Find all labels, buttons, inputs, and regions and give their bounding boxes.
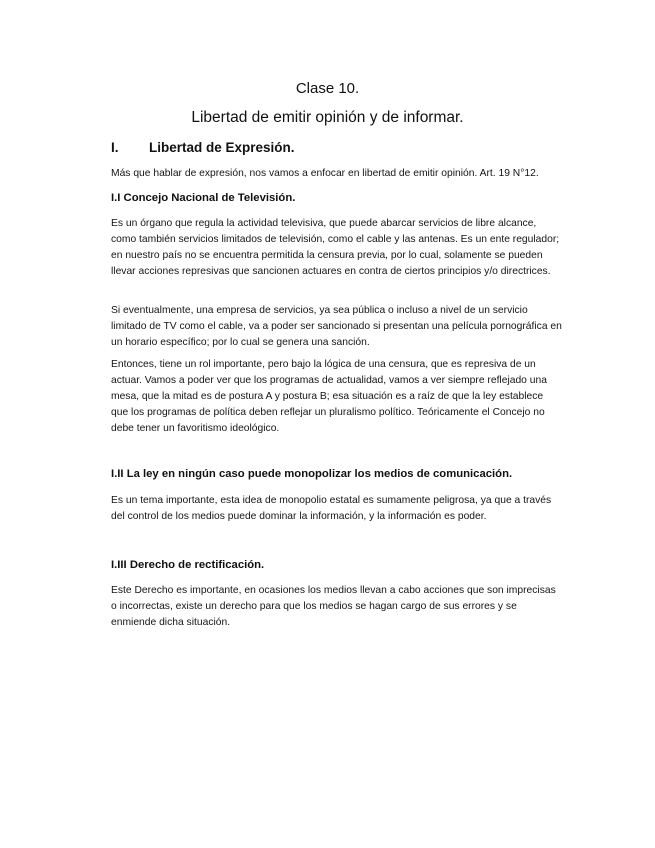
document-subtitle: Libertad de emitir opinión y de informar. [191, 109, 464, 126]
section-heading-1 [111, 140, 295, 155]
subsection-heading-1-1: I.I Concejo Nacional de Televisión. [111, 192, 296, 204]
paragraph-1-1-c: Entonces, tiene un rol importante, pero bajo la lógica de una censura, que es represiva de un actuar. Vamos a poder ver que los programas de actualidad, vamos a ver siempre reflejado una mesa, que la mitad es de postura A y postura B; esa situación es a raíz de que la ley establece que los programas de política deben reflejar un pluralismo político. Teóricamente el Concejo no debe tener un favoritismo ideológico. [111, 359, 547, 434]
paragraph-1-1-a: Es un órgano que regula la actividad televisiva, que puede abarcar servicios de libre alcance, como también servicios limitados de televisión, como el cable y las antenas. Es un ente regulador; en nuestro país no se encuentra permitida la censura previa, por lo cual, solamente se pueden llevar acciones represivas que sancionen actuares en contra de ciertos principios y/o directrices. [111, 218, 560, 277]
paragraph-1-3: Este Derecho es importante, en ocasiones los medios llevan a cabo acciones que son imprecisas o incorrectas, existe un derecho para que los medios se hagan cargo de sus errores y se enmiende dicha situación. [111, 585, 556, 628]
paragraph-1-1-b: Si eventualmente, una empresa de servicios, ya sea pública o incluso a nivel de un servicio limitado de TV como el cable, va a poder ser sancionado si presentan una película pornográfica en un horario específico; por lo cual se genera una sanción. [111, 305, 562, 348]
document-title: Clase 10. [295, 80, 360, 97]
subsection-heading-1-2: I.II La ley en ningún caso puede monopolizar los medios de comunicación. [111, 468, 513, 480]
paragraph-1-2: Es un tema importante, esta idea de monopolio estatal es sumamente peligrosa, ya que a través del control de los medios puede dominar la información, y la información es poder. [111, 495, 552, 522]
subsection-heading-1-3: I.III Derecho de rectificación. [111, 559, 265, 571]
section-heading-text: Libertad de Expresión. [149, 140, 295, 155]
section-intro-paragraph: Más que hablar de expresión, nos vamos a enfocar en libertad de emitir opinión. Art. 19 N°12. [111, 168, 539, 179]
section-number: I. [111, 140, 119, 155]
